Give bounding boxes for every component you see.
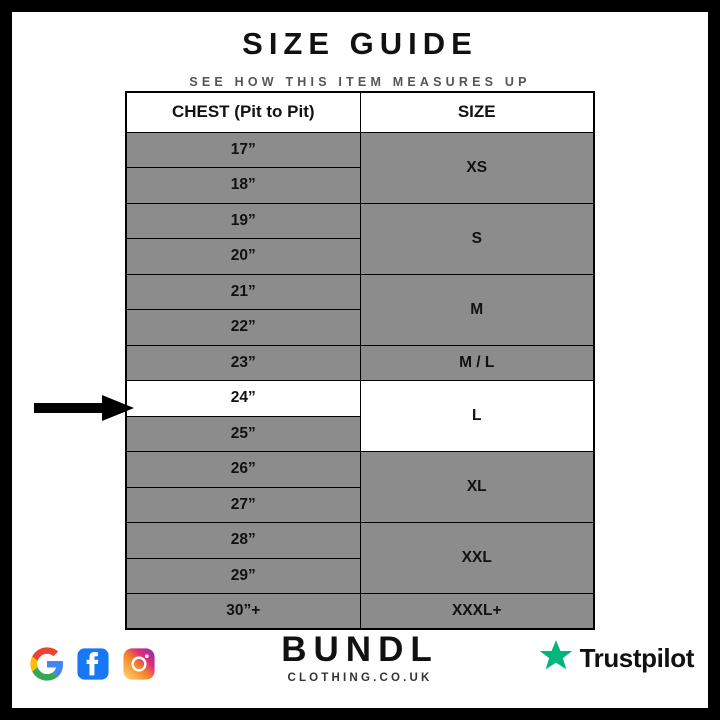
- table-row[interactable]: [126, 452, 594, 488]
- chest-value: 22”: [126, 310, 360, 346]
- size-table-body: [126, 132, 594, 629]
- chest-value: 30”+: [126, 594, 360, 630]
- size-table: [125, 91, 595, 630]
- size-table-wrapper: [125, 91, 595, 630]
- chest-value: 29”: [126, 558, 360, 594]
- table-row[interactable]: [126, 274, 594, 310]
- chest-value: 27”: [126, 487, 360, 523]
- size-guide-card: [12, 12, 708, 708]
- chest-value-selected: 24”: [126, 381, 360, 417]
- size-value: XXXL+: [360, 594, 594, 630]
- table-header-row: [126, 92, 594, 132]
- size-value: XXL: [360, 523, 594, 594]
- column-header-chest: CHEST (Pit to Pit): [126, 92, 360, 132]
- size-value: XL: [360, 452, 594, 523]
- chest-value: 17”: [126, 132, 360, 168]
- chest-value: 23”: [126, 345, 360, 381]
- brand-name: BUNDL: [281, 630, 439, 669]
- chest-value: 26”: [126, 452, 360, 488]
- size-table-head: [126, 92, 594, 132]
- page-subtitle: SEE HOW THIS ITEM MEASURES UP: [189, 75, 531, 89]
- trustpilot-label: Trustpilot: [579, 643, 694, 673]
- table-row[interactable]: [126, 523, 594, 559]
- table-row[interactable]: [126, 345, 594, 381]
- size-value: M: [360, 274, 594, 345]
- size-value: M / L: [360, 345, 594, 381]
- table-row-selected[interactable]: [126, 381, 594, 417]
- chest-value: 19”: [126, 203, 360, 239]
- chest-value: 20”: [126, 239, 360, 275]
- table-row[interactable]: [126, 132, 594, 168]
- brand-domain: CLOTHING.CO.UK: [287, 672, 433, 684]
- chest-value: 28”: [126, 523, 360, 559]
- size-value: XS: [360, 132, 594, 203]
- selected-size-arrow-icon: [34, 395, 134, 421]
- trustpilot-logo[interactable]: [539, 639, 694, 678]
- chest-value: 25”: [126, 416, 360, 452]
- footer: [12, 624, 708, 694]
- chest-value: 21”: [126, 274, 360, 310]
- size-value-selected: L: [360, 381, 594, 452]
- chest-value: 18”: [126, 168, 360, 204]
- table-row[interactable]: [126, 203, 594, 239]
- trustpilot-star-icon: [539, 639, 573, 678]
- size-value: S: [360, 203, 594, 274]
- column-header-size: SIZE: [360, 92, 594, 132]
- page-title: SIZE GUIDE: [242, 26, 478, 61]
